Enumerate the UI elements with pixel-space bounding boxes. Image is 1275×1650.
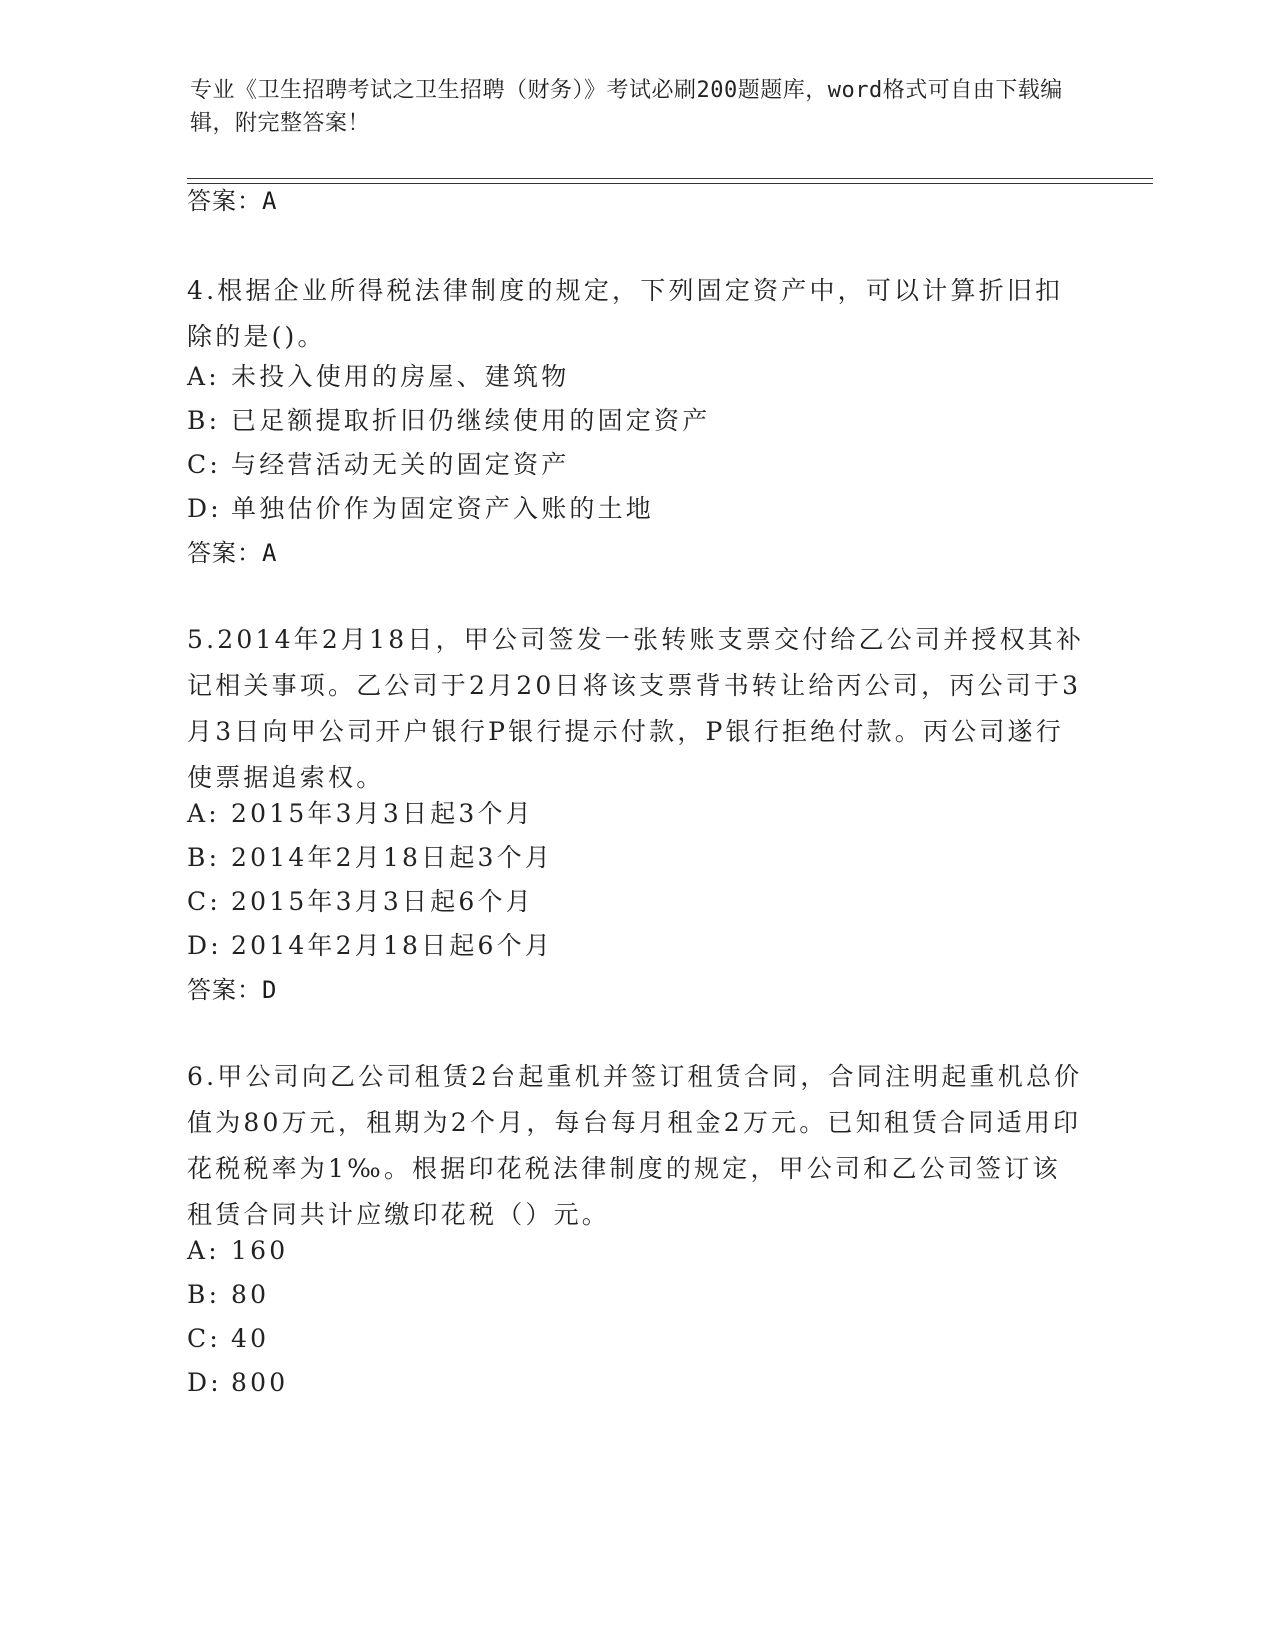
question-4-option-a (187, 360, 1087, 394)
option-text: 已足额提取折旧仍继续使用的固定资产 (231, 406, 711, 435)
option-letter: D: (187, 1368, 222, 1397)
question-4-option-c (187, 448, 1087, 482)
option-letter: C: (187, 1324, 221, 1353)
option-letter: A: (187, 799, 220, 828)
option-letter: B: (187, 843, 221, 872)
option-letter: D: (187, 931, 222, 960)
option-text: 2015年3月3日起6个月 (231, 887, 534, 916)
document-header: 专业《卫生招聘考试之卫生招聘（财务）》考试必刷200题题库，word格式可自由下载编辑，附完整答案！ (190, 78, 1063, 136)
option-text: 2015年3月3日起3个月 (231, 799, 534, 828)
question-5-text: 5.2014年2月18日，甲公司签发一张转账支票交付给乙公司并授权其补记相关事项。乙公司于2月20日将该支票背书转让给丙公司，丙公司于3月3日向甲公司开户银行P银行提示付款，P银行拒绝付款。丙公司遂行使票据追索权。 (187, 625, 1085, 792)
question-4-option-b (187, 404, 1087, 438)
question-4-text: 4.根据企业所得税法律制度的规定，下列固定资产中，可以计算折旧扣除的是()。 (187, 276, 1064, 351)
question-5-option-d (187, 929, 1087, 963)
option-text: 40 (231, 1324, 270, 1353)
option-letter: A: (187, 1236, 220, 1265)
question-5-answer: 答案：D (187, 976, 278, 1004)
question-6-option-d (187, 1366, 1087, 1400)
question-5-option-c (187, 885, 1087, 919)
option-text: 与经营活动无关的固定资产 (231, 450, 570, 479)
question-4-option-d (187, 492, 1087, 526)
option-letter: D: (187, 494, 222, 523)
option-letter: B: (187, 1280, 221, 1309)
question-6-option-a (187, 1234, 1087, 1268)
option-letter: B: (187, 406, 221, 435)
option-text: 800 (231, 1368, 289, 1397)
option-text: 未投入使用的房屋、建筑物 (231, 362, 570, 391)
option-text: 160 (231, 1236, 289, 1265)
option-letter: C: (187, 450, 221, 479)
question-5-option-a (187, 797, 1087, 831)
option-text: 80 (231, 1280, 270, 1309)
header-divider-bottom (187, 183, 1153, 184)
question-5-option-b (187, 841, 1087, 875)
question-4-answer: 答案：A (187, 539, 278, 567)
answer-label: 答案：A (187, 187, 278, 215)
option-letter: C: (187, 887, 221, 916)
option-letter: A: (187, 362, 220, 391)
header-divider-top (187, 178, 1153, 179)
option-text: 2014年2月18日起6个月 (231, 931, 554, 960)
question-6-text: 6.甲公司向乙公司租赁2台起重机并签订租赁合同，合同注明起重机总价值为80万元，租期为2个月，每台每月租金2万元。已知租赁合同适用印花税税率为1‰。根据印花税法律制度的规定，甲公司和乙公司签订该租赁合同共计应缴印花税（）元。 (187, 1062, 1083, 1229)
option-text: 单独估价作为固定资产入账的土地 (231, 494, 655, 523)
option-text: 2014年2月18日起3个月 (231, 843, 554, 872)
question-6-option-b (187, 1278, 1087, 1312)
question-6-option-c (187, 1322, 1087, 1356)
